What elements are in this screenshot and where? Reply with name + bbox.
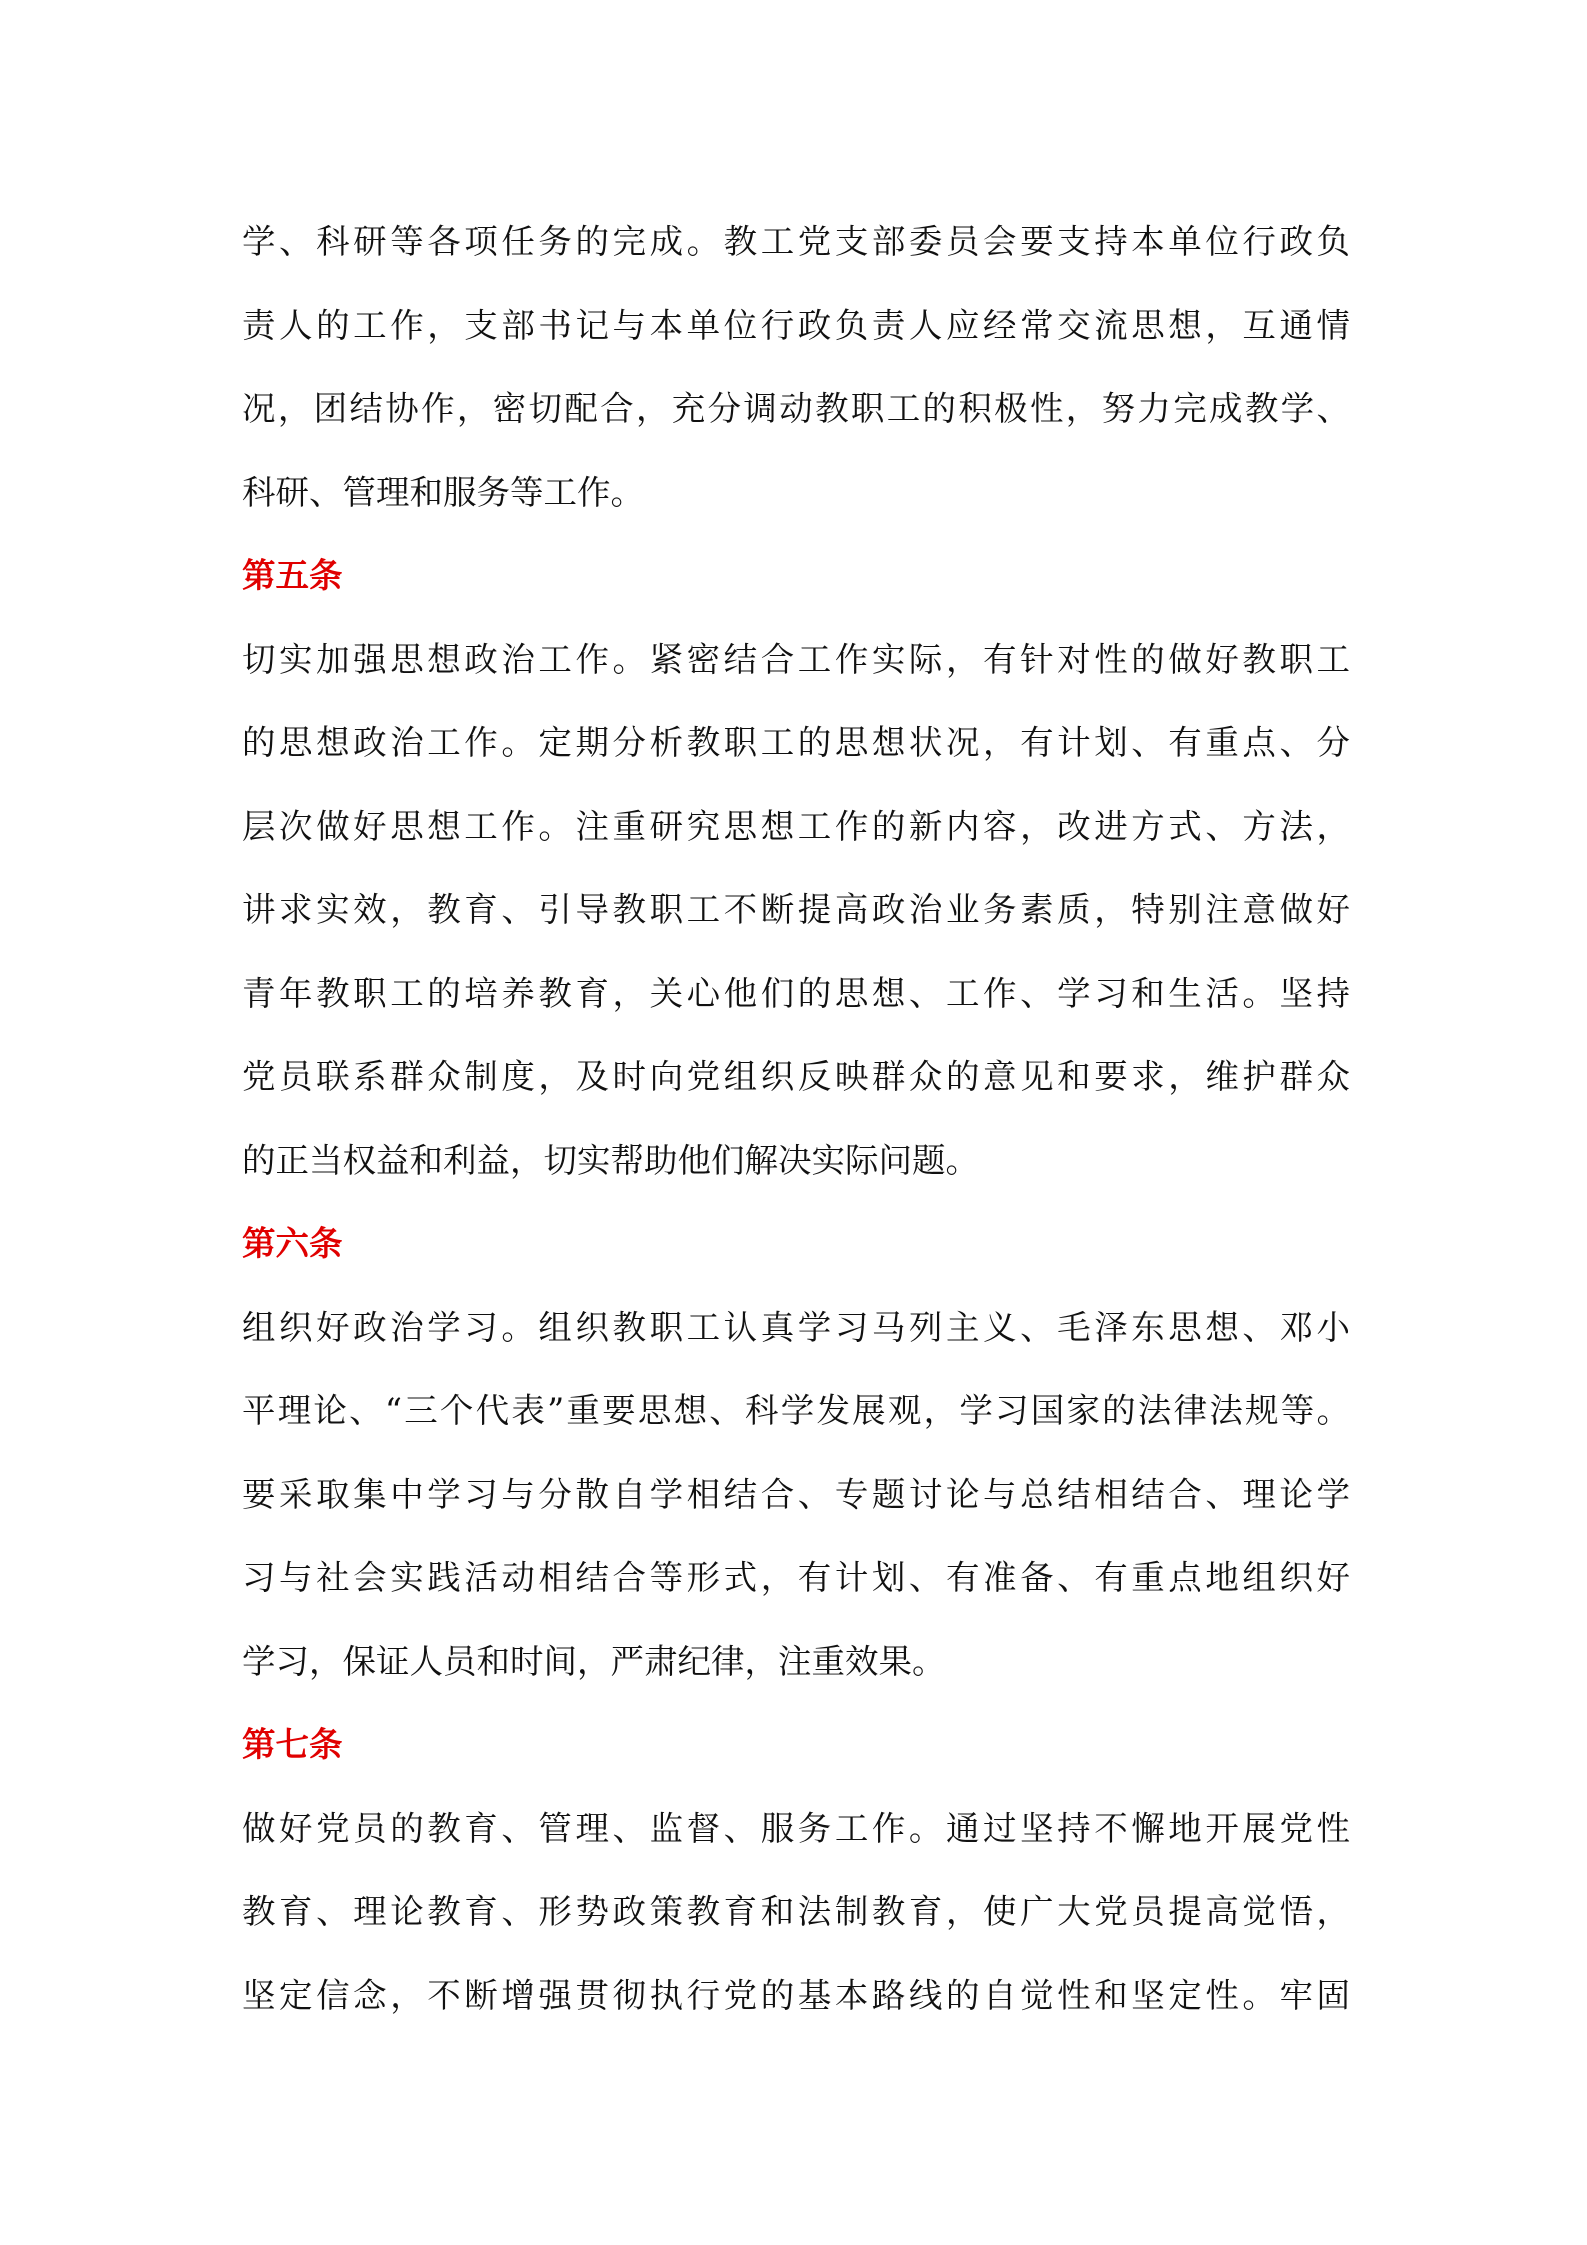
text-line: 学习，保证人员和时间，严肃纪律，注重效果。 xyxy=(242,1641,946,1681)
text-line: 况，团结协作，密切配合，充分调动教职工的积极性，努力完成教学、 xyxy=(242,389,1350,428)
article-heading-7: 第七条 xyxy=(242,1725,343,1764)
text-line: 教育、理论教育、形势政策教育和法制教育，使广大党员提高觉悟， xyxy=(242,1892,1350,1931)
text-line: 责人的工作，支部书记与本单位行政负责人应经常交流思想，互通情 xyxy=(242,305,1350,345)
text-line: 要采取集中学习与分散自学相结合、专题讨论与总结相结合、理论学 xyxy=(242,1474,1350,1514)
text-line: 切实加强思想政治工作。紧密结合工作实际，有针对性的做好教职工 xyxy=(242,639,1350,679)
paragraph-article-6 xyxy=(242,1286,1350,1704)
text-line: 组织好政治学习。组织教职工认真学习马列主义、毛泽东思想、邓小 xyxy=(242,1307,1350,1347)
text-line: 做好党员的教育、管理、监督、服务工作。通过坚持不懈地开展党性 xyxy=(242,1808,1350,1848)
text-line: 的正当权益和利益，切实帮助他们解决实际问题。 xyxy=(242,1140,979,1180)
paragraph-article-7 xyxy=(242,1787,1350,2038)
text-line: 学、科研等各项任务的完成。教工党支部委员会要支持本单位行政负 xyxy=(242,222,1350,261)
text-line: 层次做好思想工作。注重研究思想工作的新内容，改进方式、方法， xyxy=(242,806,1350,846)
text-line: 讲求实效，教育、引导教职工不断提高政治业务素质，特别注意做好 xyxy=(242,890,1350,929)
text-line: 科研、管理和服务等工作。 xyxy=(242,472,644,512)
text-line: 平理论、“三个代表”重要思想、科学发展观，学习国家的法律法规等。 xyxy=(242,1391,1350,1430)
article-heading-5: 第五条 xyxy=(242,556,343,595)
text-line: 坚定信念，不断增强贯彻执行党的基本路线的自觉性和坚定性。牢固 xyxy=(242,1975,1350,2015)
document-page xyxy=(242,200,1350,2037)
text-line: 党员联系群众制度，及时向党组织反映群众的意见和要求，维护群众 xyxy=(242,1057,1350,1096)
text-line: 的思想政治工作。定期分析教职工的思想状况，有计划、有重点、分 xyxy=(242,723,1350,762)
article-heading-6: 第六条 xyxy=(242,1224,343,1263)
text-line: 青年教职工的培养教育，关心他们的思想、工作、学习和生活。坚持 xyxy=(242,973,1350,1013)
text-line: 习与社会实践活动相结合等形式，有计划、有准备、有重点地组织好 xyxy=(242,1558,1350,1597)
paragraph-article-5 xyxy=(242,618,1350,1203)
paragraph-article-4-continued xyxy=(242,200,1350,534)
